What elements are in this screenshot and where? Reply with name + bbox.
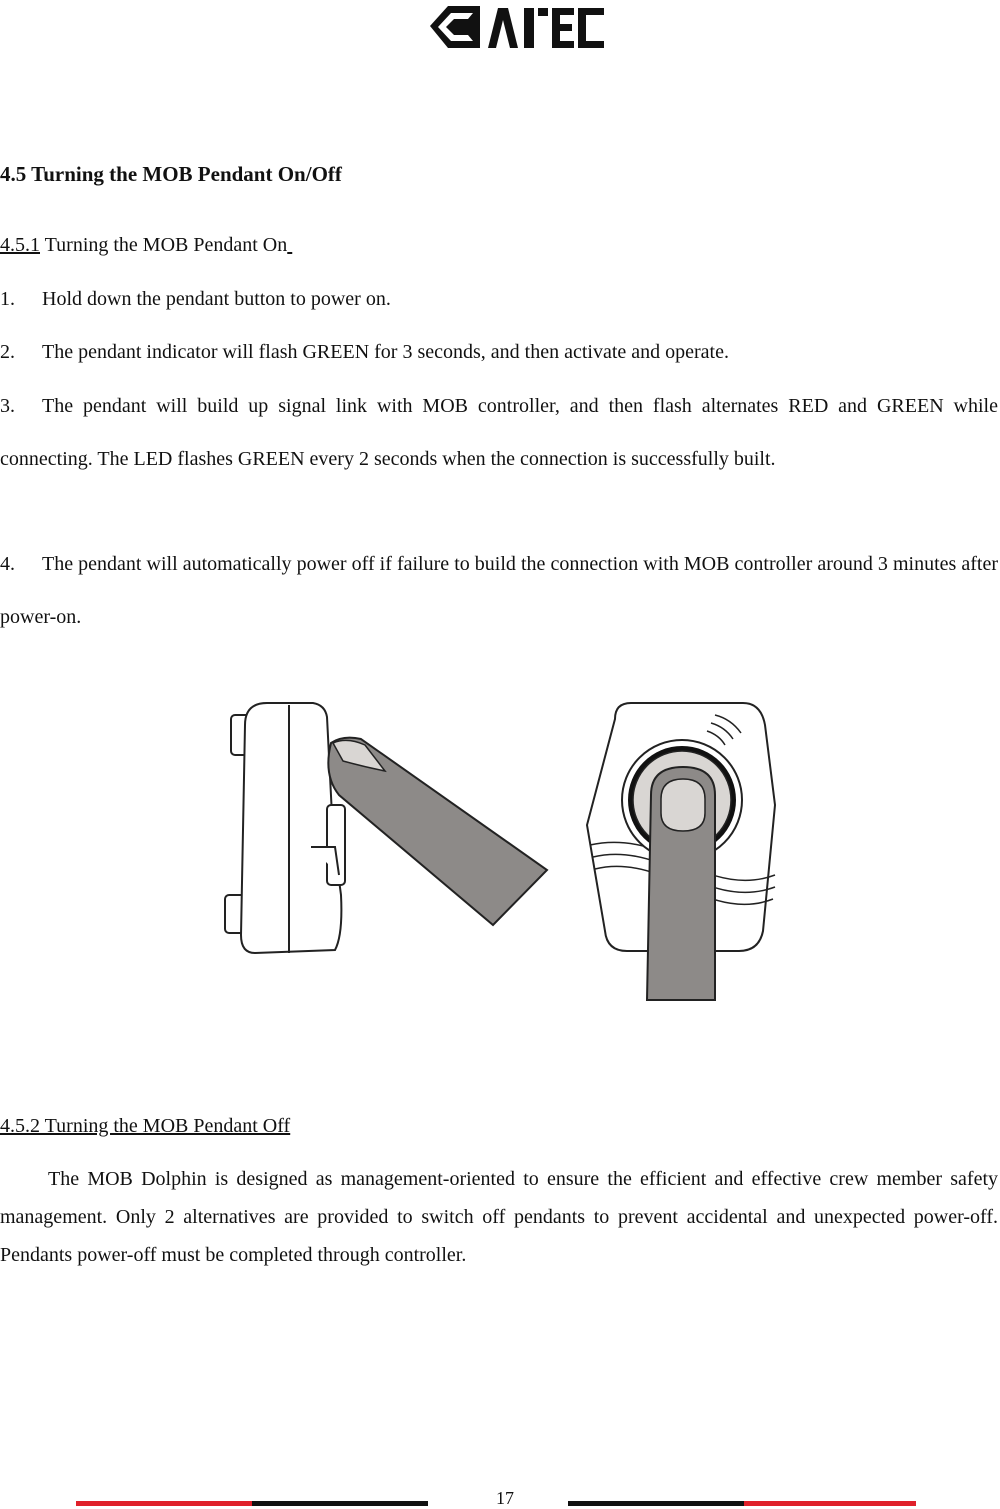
amec-logo: [428, 2, 608, 52]
list-item: 4. The pendant will automatically power off if failure to build the connection with MOB controller around 3 minutes after power-on.: [0, 553, 998, 628]
amec-logo-icon: [428, 2, 608, 52]
footer-bar-red-right: [744, 1501, 916, 1506]
section-title: 4.5 Turning the MOB Pendant On/Off: [0, 162, 342, 186]
page-number: 17: [496, 1488, 514, 1508]
list-item: 1. Hold down the pendant button to power on.: [0, 288, 391, 310]
subsection-on-number: 4.5.1: [0, 234, 40, 256]
list-item: 2. The pendant indicator will flash GREEN for 3 seconds, and then activate and operate.: [0, 341, 729, 363]
subsection-off-title: 4.5.2 Turning the MOB Pendant Off: [0, 1115, 291, 1137]
footer-bar-red-left: [76, 1501, 252, 1506]
subsection-on-title: [0, 234, 292, 257]
pendant-button-press-illustration: [215, 695, 785, 1005]
footer-bar-black-right: [568, 1501, 744, 1506]
subsection-on-label: Turning the MOB Pendant On: [44, 234, 288, 256]
footer-bar-black-left: [252, 1501, 428, 1506]
list-item: 3. The pendant will build up signal link with MOB controller, and then flash alternates RED and GREEN while connecting. The LED flashes GREEN every 2 seconds when the connection is successfully built.: [0, 395, 998, 470]
pendant-figure: [215, 695, 785, 1005]
off-paragraph: The MOB Dolphin is designed as management-oriented to ensure the efficient and effective crew member safety management. Only 2 alternatives are provided to switch off pendants to prevent accidental and unexpected power-off. Pendants power-off must be completed through controller.: [0, 1168, 998, 1266]
